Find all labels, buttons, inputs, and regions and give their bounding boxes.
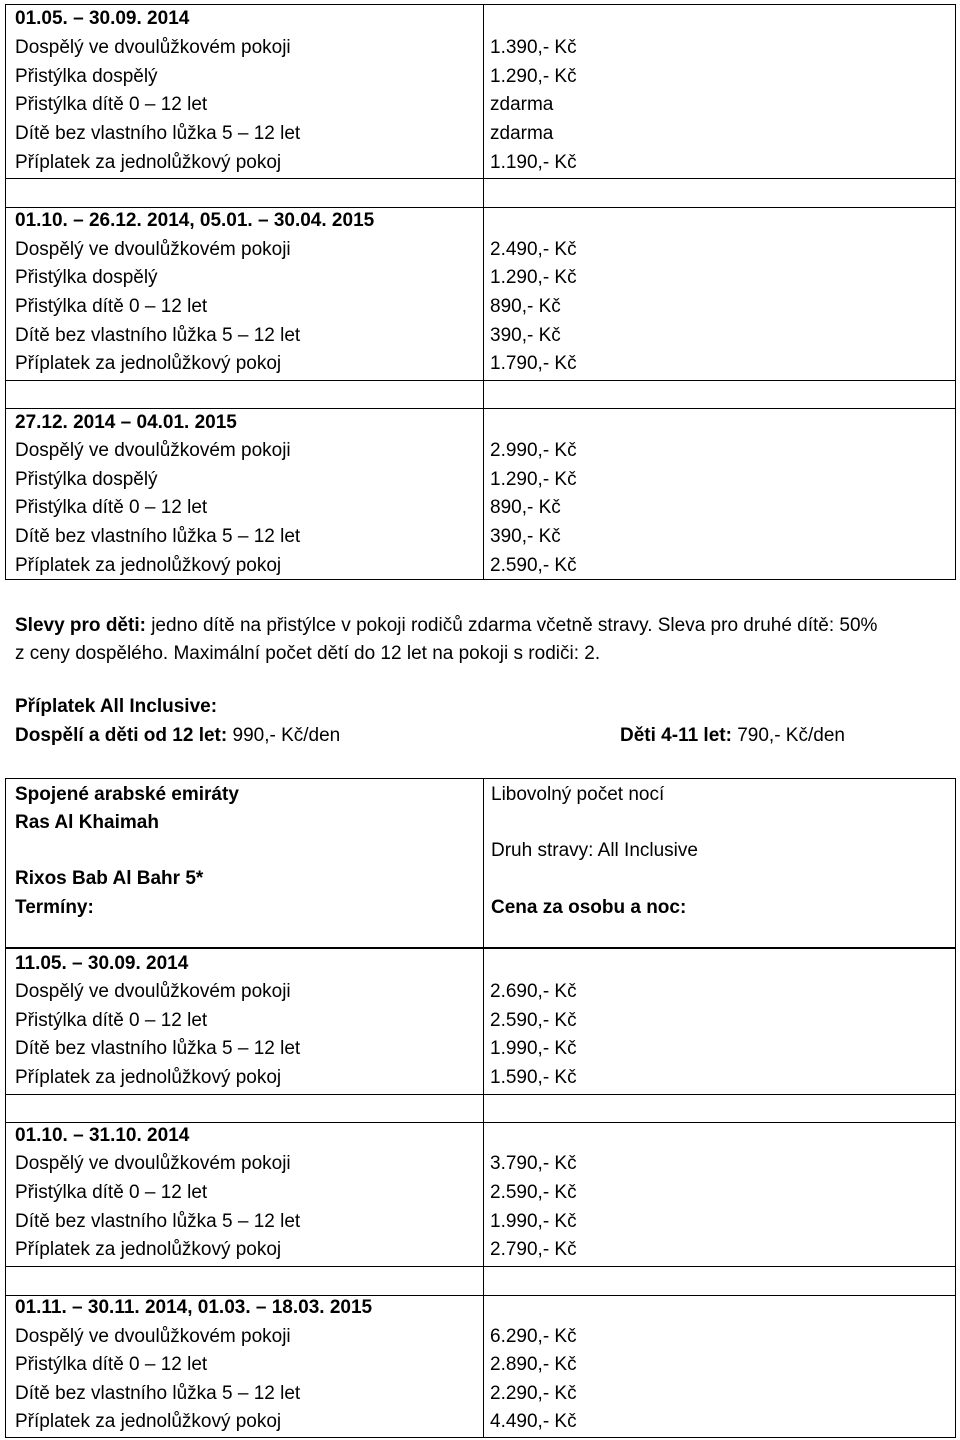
table-2-row-divider-3 bbox=[5, 1266, 956, 1267]
table-row bbox=[15, 981, 945, 1003]
table-row bbox=[15, 123, 945, 145]
table-1-row-divider-4 bbox=[5, 408, 956, 409]
period-dates: 27.12. 2014 – 04.01. 2015 bbox=[15, 412, 237, 433]
table-row bbox=[15, 1010, 945, 1032]
table-row bbox=[15, 353, 945, 375]
row-price: 2.990,- Kč bbox=[490, 440, 577, 461]
table-row bbox=[15, 526, 945, 548]
row-price: 2.790,- Kč bbox=[490, 1239, 577, 1260]
row-price: 1.190,- Kč bbox=[490, 152, 577, 173]
table-row bbox=[15, 555, 945, 577]
table-row bbox=[15, 94, 945, 116]
row-price: zdarma bbox=[490, 123, 554, 144]
row-price: 6.290,- Kč bbox=[490, 1326, 577, 1347]
row-price: 390,- Kč bbox=[490, 325, 561, 346]
hotel-name: Rixos Bab Al Bahr 5* bbox=[15, 868, 204, 889]
row-price: 890,- Kč bbox=[490, 497, 561, 518]
price-table-1 bbox=[5, 4, 956, 580]
row-label: Dítě bez vlastního lůžka 5 – 12 let bbox=[15, 1383, 301, 1404]
board-text: Druh stravy: All Inclusive bbox=[491, 840, 698, 861]
all-inclusive-adults bbox=[15, 725, 340, 747]
hotel-region: Ras Al Khaimah bbox=[15, 812, 159, 833]
row-price: 1.390,- Kč bbox=[490, 37, 577, 58]
hotel-country: Spojené arabské emiráty bbox=[15, 784, 239, 805]
table-2-row-divider-2 bbox=[5, 1122, 956, 1123]
table-1-row-divider-2 bbox=[5, 207, 956, 208]
row-price: 2.490,- Kč bbox=[490, 239, 577, 260]
kids-price: 790,- Kč/den bbox=[731, 725, 845, 746]
row-label: Dítě bez vlastního lůžka 5 – 12 let bbox=[15, 1211, 301, 1232]
table-row bbox=[15, 1153, 945, 1175]
hotel-info-divider bbox=[483, 778, 484, 948]
row-label: Dítě bez vlastního lůžka 5 – 12 let bbox=[15, 123, 301, 144]
row-label: Dospělý ve dvoulůžkovém pokoji bbox=[15, 1326, 291, 1347]
all-inclusive-kids bbox=[620, 725, 845, 747]
row-label: Dospělý ve dvoulůžkovém pokoji bbox=[15, 37, 291, 58]
row-label: Dospělý ve dvoulůžkovém pokoji bbox=[15, 1153, 291, 1174]
row-price: 890,- Kč bbox=[490, 296, 561, 317]
row-label: Přistýlka dospělý bbox=[15, 267, 158, 288]
row-price: 3.790,- Kč bbox=[490, 1153, 577, 1174]
table-row bbox=[15, 1038, 945, 1060]
row-label: Přistýlka dítě 0 – 12 let bbox=[15, 296, 208, 317]
row-label: Přistýlka dospělý bbox=[15, 66, 158, 87]
period-dates: 01.10. – 26.12. 2014, 05.01. – 30.04. 2015 bbox=[15, 210, 375, 231]
row-price: 2.590,- Kč bbox=[490, 555, 577, 576]
row-label: Přistýlka dítě 0 – 12 let bbox=[15, 1182, 208, 1203]
discounts-paragraph bbox=[15, 612, 955, 668]
row-price: 1.290,- Kč bbox=[490, 267, 577, 288]
table-row bbox=[15, 66, 945, 88]
row-label: Příplatek za jednolůžkový pokoj bbox=[15, 1067, 282, 1088]
row-label: Přistýlka dospělý bbox=[15, 469, 158, 490]
row-label: Dospělý ve dvoulůžkovém pokoji bbox=[15, 981, 291, 1002]
table-2-row-divider-4 bbox=[5, 1295, 956, 1296]
row-label: Příplatek za jednolůžkový pokoj bbox=[15, 152, 282, 173]
table-1-row-divider-3 bbox=[5, 380, 956, 381]
row-label: Dítě bez vlastního lůžka 5 – 12 let bbox=[15, 325, 301, 346]
table-row bbox=[15, 152, 945, 174]
row-price: 1.290,- Kč bbox=[490, 469, 577, 490]
table-row bbox=[15, 296, 945, 318]
table-row bbox=[15, 267, 945, 289]
period-dates: 01.10. – 31.10. 2014 bbox=[15, 1125, 190, 1146]
table-row bbox=[15, 1354, 945, 1376]
row-price: 1.790,- Kč bbox=[490, 353, 577, 374]
row-label: Dospělý ve dvoulůžkovém pokoji bbox=[15, 440, 291, 461]
table-row bbox=[15, 1211, 945, 1233]
row-price: 1.590,- Kč bbox=[490, 1067, 577, 1088]
table-row bbox=[15, 1383, 945, 1405]
row-label: Přistýlka dítě 0 – 12 let bbox=[15, 1010, 208, 1031]
row-price: 4.490,- Kč bbox=[490, 1411, 577, 1432]
row-label: Příplatek za jednolůžkový pokoj bbox=[15, 353, 282, 374]
row-price: 2.590,- Kč bbox=[490, 1182, 577, 1203]
price-per-person-label: Cena za osobu a noc: bbox=[491, 897, 687, 918]
row-price: 1.990,- Kč bbox=[490, 1211, 577, 1232]
row-label: Dítě bez vlastního lůžka 5 – 12 let bbox=[15, 1038, 301, 1059]
row-label: Dítě bez vlastního lůžka 5 – 12 let bbox=[15, 526, 301, 547]
all-inclusive-heading: Příplatek All Inclusive: bbox=[15, 696, 218, 717]
table-2-row-divider-1 bbox=[5, 1094, 956, 1095]
row-price: zdarma bbox=[490, 94, 554, 115]
table-row bbox=[15, 440, 945, 462]
kids-label: Děti 4-11 let: bbox=[620, 725, 732, 746]
row-price: 1.290,- Kč bbox=[490, 66, 577, 87]
table-row bbox=[15, 37, 945, 59]
table-1-row-divider-1 bbox=[5, 178, 956, 179]
row-price: 1.990,- Kč bbox=[490, 1038, 577, 1059]
discounts-heading: Slevy pro děti: bbox=[15, 615, 146, 636]
adults-price: 990,- Kč/den bbox=[227, 725, 341, 746]
period-dates: 01.11. – 30.11. 2014, 01.03. – 18.03. 2015 bbox=[15, 1297, 373, 1318]
table-row bbox=[15, 325, 945, 347]
row-label: Přistýlka dítě 0 – 12 let bbox=[15, 497, 208, 518]
row-label: Příplatek za jednolůžkový pokoj bbox=[15, 1239, 282, 1260]
table-row bbox=[15, 1239, 945, 1261]
row-price: 2.590,- Kč bbox=[490, 1010, 577, 1031]
discounts-line-1: jedno dítě na přistýlce v pokoji rodičů zdarma včetně stravy. Sleva pro druhé dítě: 50% bbox=[145, 615, 878, 636]
table-row bbox=[15, 1067, 945, 1089]
nights-text: Libovolný počet nocí bbox=[491, 784, 665, 805]
period-dates: 01.05. – 30.09. 2014 bbox=[15, 8, 190, 29]
row-price: 2.690,- Kč bbox=[490, 981, 577, 1002]
table-row bbox=[15, 239, 945, 261]
table-row bbox=[15, 1411, 945, 1433]
row-label: Přistýlka dítě 0 – 12 let bbox=[15, 94, 208, 115]
adults-label: Dospělí a děti od 12 let: bbox=[15, 725, 228, 746]
table-1-column-divider bbox=[483, 4, 484, 580]
row-label: Příplatek za jednolůžkový pokoj bbox=[15, 555, 282, 576]
row-price: 2.290,- Kč bbox=[490, 1383, 577, 1404]
terms-label: Termíny: bbox=[15, 897, 94, 918]
row-price: 390,- Kč bbox=[490, 526, 561, 547]
table-row bbox=[15, 497, 945, 519]
row-label: Dospělý ve dvoulůžkovém pokoji bbox=[15, 239, 291, 260]
row-label: Přistýlka dítě 0 – 12 let bbox=[15, 1354, 208, 1375]
discounts-line-2: z ceny dospělého. Maximální počet dětí do 12 let na pokoji s rodiči: 2. bbox=[15, 643, 601, 664]
table-row bbox=[15, 1326, 945, 1348]
table-row bbox=[15, 1182, 945, 1204]
row-label: Příplatek za jednolůžkový pokoj bbox=[15, 1411, 282, 1432]
row-price: 2.890,- Kč bbox=[490, 1354, 577, 1375]
table-row bbox=[15, 469, 945, 491]
period-dates: 11.05. – 30.09. 2014 bbox=[15, 953, 189, 974]
